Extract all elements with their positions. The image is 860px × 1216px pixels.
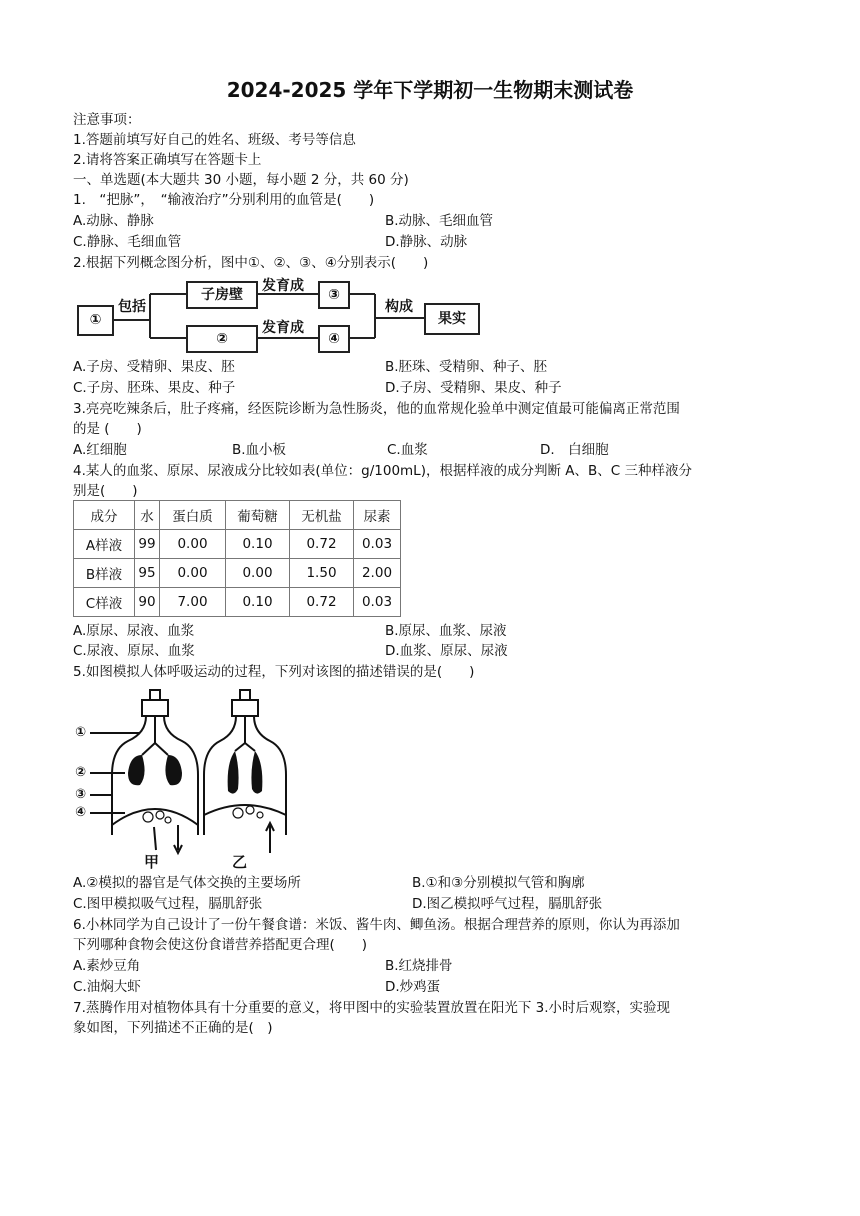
table-cell: 1.50 [290,559,354,588]
table-cell: 99 [135,530,160,559]
figure-label-jia: 甲 [144,853,160,871]
diagram-node-1: ① [77,305,114,336]
q4-option-a: A.原尿、尿液、血浆 [73,623,195,639]
figure-label-yi: 乙 [232,853,248,871]
table-header-row [74,501,401,530]
q5-option-c: C.图甲模拟吸气过程，膈肌舒张 [73,896,263,912]
table-cell: 90 [135,588,160,617]
q3-option-a: A.红细胞 [73,442,127,458]
composition-table [73,500,401,617]
table-cell: 0.72 [290,530,354,559]
section-heading: 一、单选题(本大题共 30 小题，每小题 2 分，共 60 分) [73,172,409,188]
diagram-label-develop-2: 发育成 [262,320,304,336]
notice-heading: 注意事项： [73,112,141,128]
table-cell: 0.03 [354,588,401,617]
q3-option-c: C.血浆 [387,442,428,458]
q7-stem-line2: 象如图，下列描述不正确的是( ) [73,1020,273,1036]
figure-marker-4: ④ [75,805,87,820]
bell-jar-drawing [70,685,300,870]
figure-marker-2: ② [75,765,87,780]
q2-stem: 2.根据下列概念图分析，图中①、②、③、④分别表示( ) [73,255,429,271]
diagram-node-4: ④ [318,325,350,353]
q3-option-b: B.血小板 [232,442,287,458]
q6-option-d: D.炒鸡蛋 [385,979,441,995]
table-header-cell: 无机盐 [290,501,354,530]
q1-option-c: C.静脉、毛细血管 [73,234,182,250]
q4-option-d: D.血浆、原尿、尿液 [385,643,508,659]
q5-option-a: A.②模拟的器官是气体交换的主要场所 [73,875,301,891]
q5-stem: 5.如图模拟人体呼吸运动的过程，下列对该图的描述错误的是( ) [73,664,475,680]
table-cell: 95 [135,559,160,588]
table-cell: A样液 [74,530,135,559]
q1-option-d: D.静脉、动脉 [385,234,468,250]
q2-option-c: C.子房、胚珠、果皮、种子 [73,380,236,396]
q7-stem-line1: 7.蒸腾作用对植物体具有十分重要的意义，将甲图中的实验装置放置在阳光下 3.小时后观察，实验现 [73,1000,671,1016]
table-cell: 0.00 [160,559,226,588]
q6-option-c: C.油焖大虾 [73,979,141,995]
diagram-label-compose: 构成 [385,299,413,315]
table-row [74,530,401,559]
q5-option-d: D.图乙模拟呼气过程，膈肌舒张 [412,896,603,912]
q4-option-c: C.尿液、原尿、血浆 [73,643,195,659]
table-cell: B样液 [74,559,135,588]
table-row [74,588,401,617]
table-header-cell: 水 [135,501,160,530]
q3-stem-line1: 3.亮亮吃辣条后，肚子疼痛，经医院诊断为急性肠炎，他的血常规化验单中测定值最可能偏离正常范围 [73,401,680,417]
q6-stem-line1: 6.小林同学为自己设计了一份午餐食谱：米饭、酱牛肉、鲫鱼汤。根据合理营养的原则，你认为再添加 [73,917,680,933]
page-title: 2024-2025 学年下学期初一生物期末测试卷 [226,78,634,102]
q3-stem-line2: 的是 ( ) [73,421,142,437]
q5-option-b: B.①和③分别模拟气管和胸廓 [412,875,585,891]
q1-option-a: A.动脉、静脉 [73,213,154,229]
q6-option-b: B.红烧排骨 [385,958,453,974]
table-cell: 0.00 [160,530,226,559]
table-cell: 0.03 [354,530,401,559]
diagram-node-2: ② [186,325,258,353]
table-header-cell: 蛋白质 [160,501,226,530]
notice-item-2: 2.请将答案正确填写在答题卡上 [73,152,262,168]
table-cell: 0.10 [226,530,290,559]
diagram-node-ovary-wall: 子房壁 [186,281,258,309]
q4-stem-line1: 4.某人的血浆、原尿、尿液成分比较如表(单位：g/100mL)，根据样液的成分判断 A、B、C 三种样液分 [73,463,692,479]
diagram-node-3: ③ [318,281,350,309]
q1-stem: 1. “把脉”， “输液治疗”分别利用的血管是( ) [73,192,375,208]
table-row [74,559,401,588]
q6-option-a: A.素炒豆角 [73,958,141,974]
table-cell: C样液 [74,588,135,617]
q4-stem-line2: 别是( ) [73,483,138,499]
q4-option-b: B.原尿、血浆、尿液 [385,623,507,639]
diagram-node-fruit: 果实 [424,303,480,335]
table-cell: 7.00 [160,588,226,617]
table-cell: 2.00 [354,559,401,588]
table-cell: 0.72 [290,588,354,617]
table-cell: 0.10 [226,588,290,617]
q6-stem-line2: 下列哪种食物会使这份食谱营养搭配更合理( ) [73,937,368,953]
table-header-cell: 尿素 [354,501,401,530]
q1-option-b: B.动脉、毛细血管 [385,213,494,229]
q2-option-b: B.胚珠、受精卵、种子、胚 [385,359,548,375]
figure-marker-3: ③ [75,787,87,802]
q2-option-d: D.子房、受精卵、果皮、种子 [385,380,562,396]
table-header-cell: 成分 [74,501,135,530]
diagram-label-develop-1: 发育成 [262,278,304,294]
q2-option-a: A.子房、受精卵、果皮、胚 [73,359,235,375]
figure-marker-1: ① [75,725,87,740]
diagram-label-include: 包括 [118,299,146,315]
notice-item-1: 1.答题前填写好自己的姓名、班级、考号等信息 [73,132,356,148]
q3-option-d: D. 白细胞 [540,442,609,458]
table-cell: 0.00 [226,559,290,588]
table-header-cell: 葡萄糖 [226,501,290,530]
